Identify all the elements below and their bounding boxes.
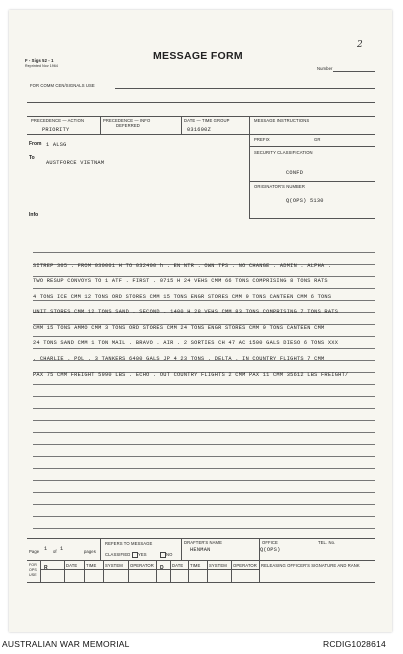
pages-label: pages bbox=[84, 549, 96, 554]
d-time-label: TIME bbox=[190, 563, 201, 568]
precedence-action-value: PRIORITY bbox=[42, 127, 70, 133]
gr-label: GR bbox=[314, 137, 321, 142]
footer-record-id: RCDIG1028614 bbox=[323, 639, 386, 649]
message-instructions-label: MESSAGE INSTRUCTIONS bbox=[254, 118, 310, 123]
message-line-2: TWO RESUP CONVOYS TO 1 ATF . FIRST . 0715 H 24 VEHS CMM 66 TONS COMPRISING 8 TONS RATS bbox=[33, 278, 328, 284]
security-classification-label: SECURITY CLASSIFICATION bbox=[254, 150, 313, 155]
page-number: 1 bbox=[44, 546, 48, 552]
dtg-value: 031600Z bbox=[187, 127, 212, 133]
message-line-8: PAX 75 CMM FREIGHT 5990 LBS . ECHO . OUT COUNTRY FLIGHTS 2 CMM PAX 11 CMM 35612 LBS FREIGHT/ bbox=[33, 372, 349, 378]
d-date-label: DATE bbox=[172, 563, 184, 568]
d-operator-label: OPERATOR bbox=[233, 563, 257, 568]
message-line-4: UNIT STORES CMM 12 TONS SAND . SECOND . 1400 H 28 VEHS CMM 83 TONS COMPRISING 7 TONS RATS bbox=[33, 309, 339, 315]
message-line-7: . CHARLIE . POL . 3 TANKERS 6400 GALS JP 4 23 TONS . DELTA . IN COUNTRY FLIGHTS 7 CMM bbox=[33, 356, 325, 362]
prefix-label: PREFIX bbox=[254, 137, 270, 142]
message-line-1: SITREP 305 . FROM 030001 H TO 032400 h . EN NTR . OWN TPS . NO CHANGE . ADMIN . ALPHA . bbox=[33, 263, 332, 269]
message-line-6: 24 TONS SAND CMM 1 TON MAIL . BRAVO . AIR . 2 SORTIES CH 47 AC 1500 GALS DIESO 6 TONS XXX bbox=[33, 340, 339, 346]
yes-label: YES bbox=[138, 552, 147, 557]
r-system-label: SYSTEM bbox=[105, 563, 123, 568]
corner-handwritten-mark: 2 bbox=[357, 40, 363, 50]
number-label: Number bbox=[317, 66, 333, 71]
releasing-officer-label: RELEASING OFFICER'S SIGNATURE AND RANK bbox=[261, 563, 360, 568]
form-code: F - Sigs 52 - 1 bbox=[25, 58, 54, 63]
originator-number-label: ORIGINATOR'S NUMBER bbox=[254, 184, 305, 189]
deferred-label: DEFERRED bbox=[116, 123, 140, 128]
r-operator-label: OPERATOR bbox=[130, 563, 154, 568]
precedence-info-label: PRECEDENCE — INFO bbox=[103, 118, 151, 123]
form-title: MESSAGE FORM bbox=[153, 50, 243, 62]
d-label: D bbox=[160, 565, 164, 571]
for-comm-label: FOR COMM CEN/SIGNALS USE bbox=[30, 83, 95, 88]
precedence-action-label: PRECEDENCE — ACTION bbox=[31, 118, 85, 123]
tel-no-label: TEL. No. bbox=[318, 540, 336, 545]
office-label: OFFICE bbox=[262, 540, 278, 545]
reprint-note: Reprinted Nov 1964 bbox=[25, 64, 58, 68]
r-label: R bbox=[44, 565, 48, 571]
office-value: Q(OPS) bbox=[260, 547, 281, 553]
footer-institution: AUSTRALIAN WAR MEMORIAL bbox=[2, 639, 130, 649]
from-label: From bbox=[29, 141, 42, 147]
to-label: To bbox=[29, 155, 35, 161]
from-value: 1 ALSG bbox=[46, 142, 67, 148]
no-label: NO bbox=[166, 552, 173, 557]
dtg-label: DATE — TIME GROUP bbox=[184, 118, 230, 123]
info-label: Info bbox=[29, 212, 39, 218]
drafters-name-value: HENMAN bbox=[190, 547, 211, 553]
security-classification-value: CONFD bbox=[286, 170, 304, 176]
message-line-5: CMM 15 TONS AMMO CMM 3 TONS ORD STORES CMM 24 TONS ENGR STORES CMM 9 TONS CANTEEN CMM bbox=[33, 325, 325, 331]
for-ops-use-label: FOR OPS USE bbox=[29, 563, 37, 577]
of-label: of bbox=[53, 549, 57, 554]
classified-label: CLASSIFIED bbox=[105, 552, 131, 557]
r-time-label: TIME bbox=[86, 563, 97, 568]
refers-to-message-label: REFERS TO MESSAGE bbox=[105, 541, 153, 546]
originator-number-value: Q(OPS) 5130 bbox=[286, 198, 324, 204]
d-system-label: SYSTEM bbox=[209, 563, 227, 568]
message-line-3: 4 TONS ICE CMM 12 TONS ORD STORES CMM 15 TONS ENGR STORES CMM 9 TONS CANTEEN CMM 6 TONS bbox=[33, 294, 332, 300]
page-total: 1 bbox=[60, 546, 64, 552]
r-date-label: DATE bbox=[66, 563, 78, 568]
page-label: Page bbox=[29, 549, 40, 554]
drafters-name-label: DRAFTER'S NAME bbox=[184, 540, 223, 545]
to-value: AUSTFORCE VIETNAM bbox=[46, 160, 105, 166]
